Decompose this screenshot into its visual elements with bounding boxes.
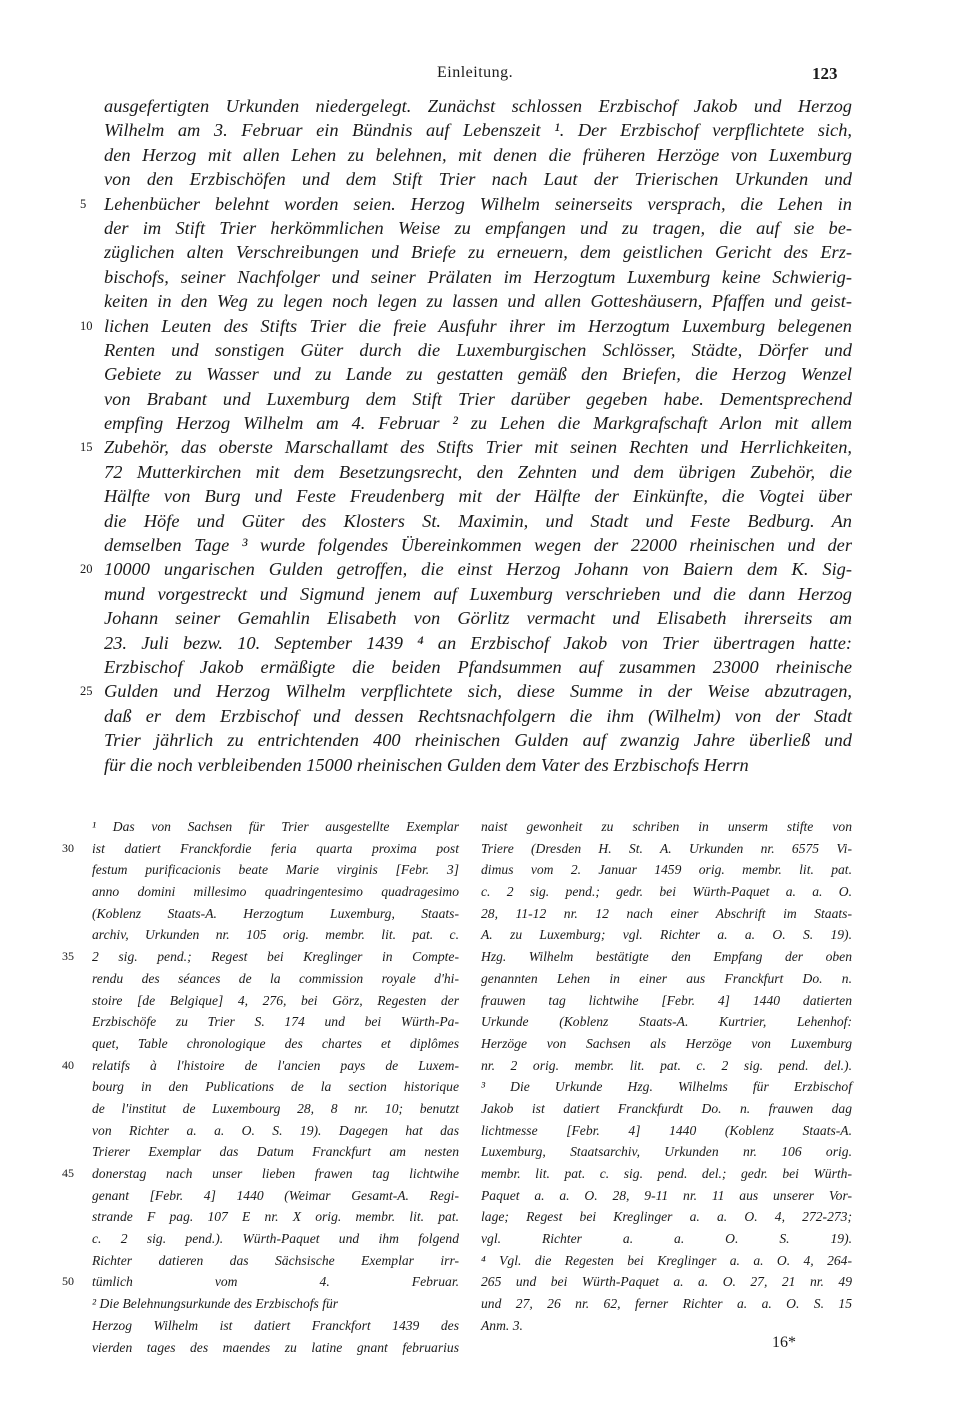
text-line: [104, 582, 852, 606]
line-text: festum purificacionis beate Marie virginis [Febr. 3]: [92, 862, 459, 878]
line-text: ¹ Das von Sachsen für Trier ausgestellte Exemplar: [92, 819, 459, 834]
line-text: Hälfte von Burg und Feste Freudenberg mit der Hälfte der Einkünfte, die Vogtei über: [104, 486, 852, 507]
text-line: [104, 167, 852, 191]
line-text: anno domini millesimo quadringentesimo quadragesimo: [92, 884, 459, 900]
line-text: 2 sig. pend.; Regest bei Kreglinger in Compte-: [92, 949, 459, 965]
line-text: der im Stift Trier herkömmlichen Weise zu empfangen und zu tragen, die auf sie be-: [104, 217, 852, 238]
footnote-line: [481, 1098, 852, 1120]
line-text: lichen Leuten des Stifts Trier die freie Ausfuhr ihrer im Herzogtum Luxemburg belegenen: [104, 315, 852, 336]
footnote-line: [481, 946, 852, 968]
line-text: (Koblenz Staats-A. Herzogtum Luxemburg, Staats-: [92, 905, 459, 921]
text-line: [104, 533, 852, 557]
line-text: genannten Lehen in einer aus Franckfurt Do. n.: [481, 970, 852, 986]
footnote-line: [92, 816, 459, 838]
line-text: Triere (Dresden H. St. A. Urkunden nr. 6575 Vi-: [481, 840, 852, 856]
line-text: tümlich vom 4. Februar.: [92, 1274, 459, 1290]
footnote-line: [92, 1076, 459, 1098]
line-text: 265 und bei Würth-Paquet a. a. O. 27, 21 nr. 49: [481, 1274, 852, 1290]
line-text: 10000 ungarischen Gulden getroffen, die einst Herzog Johann von Baiern dem K. Sig-: [104, 559, 852, 580]
footnote-line: [481, 1315, 852, 1337]
line-text: die Höfe und Güter des Klosters St. Maximin, und Stadt und Feste Bedburg. An: [104, 510, 852, 531]
footnote-line: [92, 903, 459, 925]
text-line: [104, 362, 852, 386]
main-text-block: [80, 94, 852, 777]
footnote-line: [481, 838, 852, 860]
text-line: [104, 606, 852, 630]
line-text: von Richter a. a. O. S. 19). Dagegen hat das: [92, 1122, 459, 1138]
line-text: Richter datieren das Sächsische Exemplar irr-: [92, 1252, 459, 1268]
text-line: [104, 94, 852, 118]
text-line: [80, 314, 852, 338]
text-line: [80, 557, 852, 581]
footnote-line: [481, 1141, 852, 1163]
line-text: Trier jährlich zu entrichtenden 400 rheinischen Gulden auf zwanzig Jahre überließ und: [104, 730, 852, 751]
text-line: [80, 679, 852, 703]
line-text: Urkunde (Koblenz Staats-A. Kurtrier, Lehenhof:: [481, 1014, 852, 1030]
line-text: de l'institut de Luxembourg 28, 8 nr. 10; benutzt: [92, 1100, 459, 1116]
footnote-line: [92, 1206, 459, 1228]
text-line: [104, 728, 852, 752]
line-text: lichtmesse [Febr. 4] 1440 (Koblenz Staats-A.: [481, 1122, 852, 1138]
footnote-line: [92, 1011, 459, 1033]
line-text: Herzöge von Sachsen als Herzöge von Luxemburg: [481, 1035, 852, 1051]
footnotes-left-column: [62, 816, 459, 1358]
footnote-line: [481, 1271, 852, 1293]
line-text: Jakob ist datiert Franckfurdt Do. n. frauwen dag: [481, 1100, 852, 1116]
footnote-line: [481, 903, 852, 925]
footnote-line: [92, 924, 459, 946]
footnote-line: [481, 1055, 852, 1077]
text-line: [104, 289, 852, 313]
line-text: Zubehör, das oberste Marschallamt des Stifts Trier mit seinen Rechten und Herrlichkeiten,: [104, 437, 852, 458]
text-line: [104, 118, 852, 142]
text-line: [104, 387, 852, 411]
line-text: Renten und sonstigen Güter durch die Luxemburgischen Schlösser, Städte, Dörfer und: [104, 339, 852, 360]
text-line: [80, 435, 852, 459]
line-text: ausgefertigten Urkunden niedergelegt. Zunächst schlossen Erzbischof Jakob und Herzog: [104, 96, 852, 116]
line-number: 50: [62, 1274, 74, 1289]
line-text: Erzbischof Jakob ermäßigte die beiden Pfandsummen auf zusammen 23000 rheinische: [104, 656, 852, 677]
line-text: dimus vom 2. Januar 1459 orig. membr. lit. pat.: [481, 862, 852, 878]
running-title: Einleitung.: [437, 64, 514, 81]
text-line: [104, 484, 852, 508]
text-line: [104, 338, 852, 362]
line-number: 30: [62, 840, 74, 855]
sheet-signature: 16*: [772, 1334, 796, 1351]
line-text: bourg in den Publications de la section historique: [92, 1079, 459, 1095]
footnote-line: [92, 1228, 459, 1250]
line-text: strande F pag. 107 E nr. X orig. membr. lit. pat.: [92, 1209, 459, 1225]
line-text: rendu des séances de la commission royale d'hi-: [92, 970, 459, 986]
line-text: bischofs, seiner Nachfolger und seiner Prälaten im Herzogtum Luxemburg keine Schwierig-: [104, 266, 852, 287]
footnote-line: [92, 1293, 459, 1315]
line-text: und 27, 26 nr. 62, ferner Richter a. a. O. S. 15: [481, 1296, 852, 1312]
line-text: 72 Mutterkirchen mit dem Besetzungsrecht, den Zehnten und dem übrigen Zubehör, die: [104, 461, 852, 482]
footnote-line: [62, 1055, 459, 1077]
line-text: ist datiert Franckfordie feria quarta proxima post: [92, 840, 459, 856]
line-number: 10: [80, 318, 93, 333]
line-text: membr. lit. pat. c. sig. pend. del.; gedr. bei Würth-: [481, 1166, 852, 1181]
text-line: [104, 753, 852, 777]
footnote-line: [481, 1250, 852, 1272]
footnote-line: [62, 1163, 459, 1185]
footnote-line: [92, 1098, 459, 1120]
footnote-line: [481, 1011, 852, 1033]
line-number: 15: [80, 440, 93, 455]
line-number: 25: [80, 684, 93, 699]
line-text: 28, 11-12 nr. 12 nach einer Abschrift im Staats-: [481, 905, 852, 921]
line-text: naist gewonheit zu schriben in unserm stifte von: [481, 819, 852, 834]
text-line: [104, 265, 852, 289]
line-number: 45: [62, 1166, 74, 1180]
line-number: 20: [80, 562, 93, 577]
line-text: Hzg. Wilhelm bestätigte den Empfang der oben: [481, 949, 852, 965]
line-text: Johann seiner Gemahlin Elisabeth von Görlitz vermacht und Elisabeth ihrerseits am: [104, 608, 852, 629]
line-number: 35: [62, 949, 74, 964]
footnote-line: [481, 1076, 852, 1098]
line-text: ⁴ Vgl. die Regesten bei Kreglinger a. a. O. 4, 264-: [481, 1252, 852, 1268]
line-text: Luxemburg, Staatsarchiv, Urkunden nr. 106 orig.: [481, 1144, 852, 1160]
line-text: lage; Regest bei Kreglinger a. a. O. 4, 272-273;: [481, 1209, 852, 1225]
footnote-line: [62, 946, 459, 968]
footnote-line: [481, 816, 852, 838]
line-text: empfing Herzog Wilhelm am 4. Februar ² zu Lehen die Markgrafschaft Arlon mit allem: [104, 413, 852, 434]
text-line: [104, 216, 852, 240]
text-line: [104, 240, 852, 264]
line-text: vierden tages des maendes zu latine gnant februarius: [92, 1339, 459, 1355]
footnote-line: [481, 1293, 852, 1315]
footnote-line: [481, 1033, 852, 1055]
text-line: [104, 655, 852, 679]
text-line: [104, 631, 852, 655]
footnote-line: [92, 1337, 459, 1359]
line-text: A. zu Luxemburg; vgl. Richter a. a. O. S. 19).: [481, 927, 852, 943]
line-text: donerstag nach unser lieben frawen tag lichtwihe: [92, 1166, 459, 1181]
line-number: 5: [80, 196, 87, 211]
line-text: von Brabant und Luxemburg dem Stift Trier darüber gegeben habe. Dementsprechend: [104, 388, 852, 409]
footnote-line: [92, 1120, 459, 1142]
text-line: [104, 460, 852, 484]
line-text: Lehenbücher belehnt worden seien. Herzog Wilhelm seinerseits versprach, die Lehen in: [104, 193, 852, 214]
line-text: quet, Table chronologique des chartes et diplômes: [92, 1035, 459, 1051]
footnote-line: [481, 1163, 852, 1185]
page-number: 123: [812, 64, 838, 83]
footnote-line: [481, 881, 852, 903]
line-text: relatifs à l'histoire de l'ancien pays de Luxem-: [92, 1057, 459, 1073]
line-text: Anm. 3.: [481, 1317, 523, 1333]
footnote-line: [92, 881, 459, 903]
footnote-line: [481, 1185, 852, 1207]
line-text: stoire [de Belgique] 4, 276, bei Görz, Regesten der: [92, 992, 459, 1008]
line-text: daß er dem Erzbischof und dessen Rechtsnachfolgern die ihm (Wilhelm) von der Stadt: [104, 705, 852, 726]
footnote-line: [62, 1271, 459, 1293]
line-text: ³ Die Urkunde Hzg. Wilhelms für Erzbischof: [481, 1079, 852, 1095]
line-text: archiv, Urkunden nr. 105 orig. membr. lit. pat. c.: [92, 927, 459, 943]
line-text: keiten in den Weg zu legen noch legen zu lassen und allen Gotteshäusern, Pfaffen und geist-: [104, 291, 852, 312]
line-text: mund vorgestreckt und Sigmund jenem auf Luxemburg verschrieben und die dann Herzog: [104, 583, 852, 604]
footnote-line: [92, 1250, 459, 1272]
footnotes-right-column: [481, 816, 852, 1337]
line-text: Gulden und Herzog Wilhelm verpflichtete sich, diese Summe in der Weise abzutragen,: [104, 681, 852, 702]
line-text: Paquet a. a. O. 28, 9-11 nr. 11 aus unserer Vor-: [481, 1187, 852, 1203]
footnote-line: [62, 838, 459, 860]
text-line: [80, 192, 852, 216]
footnote-line: [92, 968, 459, 990]
line-text: Gebiete zu Wasser und zu Lande zu gestatten gemäß den Briefen, die Herzog Wenzel: [104, 364, 852, 385]
line-text: c. 2 sig. pend.; gedr. bei Würth-Paquet a. a. O.: [481, 884, 852, 900]
line-number: 40: [62, 1057, 74, 1072]
line-text: nr. 2 orig. membr. lit. pat. c. 2 sig. pend. del.).: [481, 1057, 852, 1073]
line-text: Wilhelm am 3. Februar ein Bündnis auf Lebenszeit ¹. Der Erzbischof verpflichtete sich,: [104, 120, 852, 141]
line-text: vgl. Richter a. a. O. S. 19).: [481, 1231, 852, 1247]
footnote-line: [481, 1206, 852, 1228]
footnote-line: [92, 1033, 459, 1055]
footnote-line: [481, 1228, 852, 1250]
footnote-line: [481, 1120, 852, 1142]
line-text: den Herzog mit allen Lehen zu belehnen, mit denen die früheren Herzöge von Luxemburg: [104, 144, 852, 165]
line-text: züglichen alten Verschreibungen und Briefe zu erneuern, dem geistlichen Gericht des Erz-: [104, 242, 852, 263]
line-text: von den Erzbischöfen und dem Stift Trier nach Laut der Trierischen Urkunden und: [104, 169, 852, 190]
text-line: [104, 509, 852, 533]
footnote-line: [92, 859, 459, 881]
footnote-line: [481, 859, 852, 881]
text-line: [104, 143, 852, 167]
text-line: [104, 411, 852, 435]
line-text: ² Die Belehnungsurkunde des Erzbischofs für: [92, 1296, 339, 1312]
line-text: demselben Tage ³ wurde folgendes Übereinkommen wegen der 22000 rheinischen und der: [104, 535, 852, 556]
footnote-line: [92, 990, 459, 1012]
line-text: genant [Febr. 4] 1440 (Weimar Gesamt-A. Regi-: [92, 1187, 459, 1203]
text-line: [104, 704, 852, 728]
line-text: Herzog Wilhelm ist datiert Franckfort 1439 des: [92, 1317, 459, 1333]
line-text: 23. Juli bezw. 10. September 1439 ⁴ an Erzbischof Jakob von Trier übertragen hatte:: [104, 632, 852, 653]
running-head: [0, 64, 960, 88]
footnote-line: [481, 924, 852, 946]
footnote-line: [92, 1185, 459, 1207]
line-text: frauwen tag lichtwihe [Febr. 4] 1440 datierten: [481, 992, 852, 1008]
footnote-line: [481, 990, 852, 1012]
footnote-line: [481, 968, 852, 990]
footnote-line: [92, 1141, 459, 1163]
footnote-line: [92, 1315, 459, 1337]
line-text: Erzbischöfe zu Trier S. 174 und bei Würth-Pa-: [92, 1014, 459, 1030]
line-text: Trierer Exemplar das Datum Franckfurt am nesten: [92, 1144, 459, 1160]
line-text: c. 2 sig. pend.). Würth-Paquet und ihm folgend: [92, 1231, 459, 1247]
line-text: für die noch verbleibenden 15000 rheinischen Gulden dem Vater des Erzbischofs Herrn: [104, 754, 749, 775]
